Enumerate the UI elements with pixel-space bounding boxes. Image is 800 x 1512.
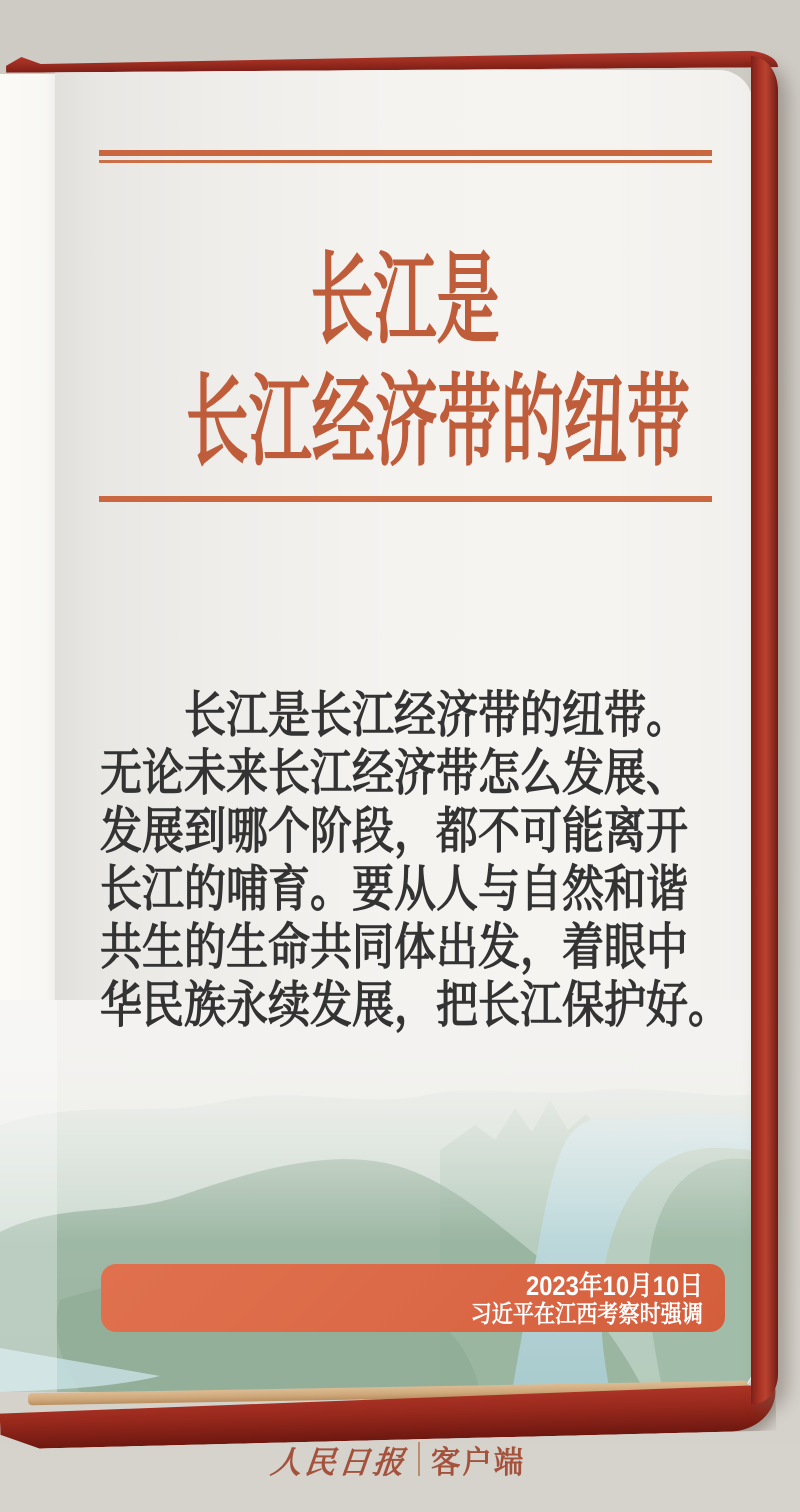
divider-thin-bar — [99, 160, 712, 163]
title-bottom-divider — [99, 496, 712, 502]
peoples-daily-masthead: 人民日报 — [268, 1444, 409, 1480]
quote-line: 无论未来长江经济带怎么发展、 — [100, 745, 688, 801]
divider-thick-bar — [99, 496, 712, 502]
client-label: 客户端 — [430, 1444, 525, 1480]
quote-line: 长江是长江经济带的纽带。 — [100, 687, 688, 743]
badge-date: 2023年10月10日 — [525, 1271, 703, 1301]
source-badge — [101, 1264, 725, 1332]
poster-title-line-1: 长江是 — [310, 245, 500, 356]
yangtze-landscape-image — [0, 1000, 753, 1392]
yangtze-aerial-photo — [0, 1000, 753, 1392]
poster-title — [57, 240, 753, 484]
title-top-divider — [99, 150, 712, 163]
badge-attribution: 习近平在江西考察时强调 — [470, 1301, 703, 1328]
quote-text — [100, 686, 730, 1034]
logo-separator-bar — [418, 1442, 420, 1476]
quote-line: 共生的生命共同体出发，着眼中 — [100, 919, 688, 975]
poster-title-line-2: 长江经济带的纽带 — [185, 367, 690, 478]
book-cover-right-edge — [751, 56, 778, 1404]
quote-line: 华民族永续发展，把长江保护好。 — [100, 977, 730, 1033]
quote-line: 长江的哺育。要从人与自然和谐 — [100, 861, 688, 917]
quote-line: 发展到哪个阶段，都不可能离开 — [100, 803, 688, 859]
